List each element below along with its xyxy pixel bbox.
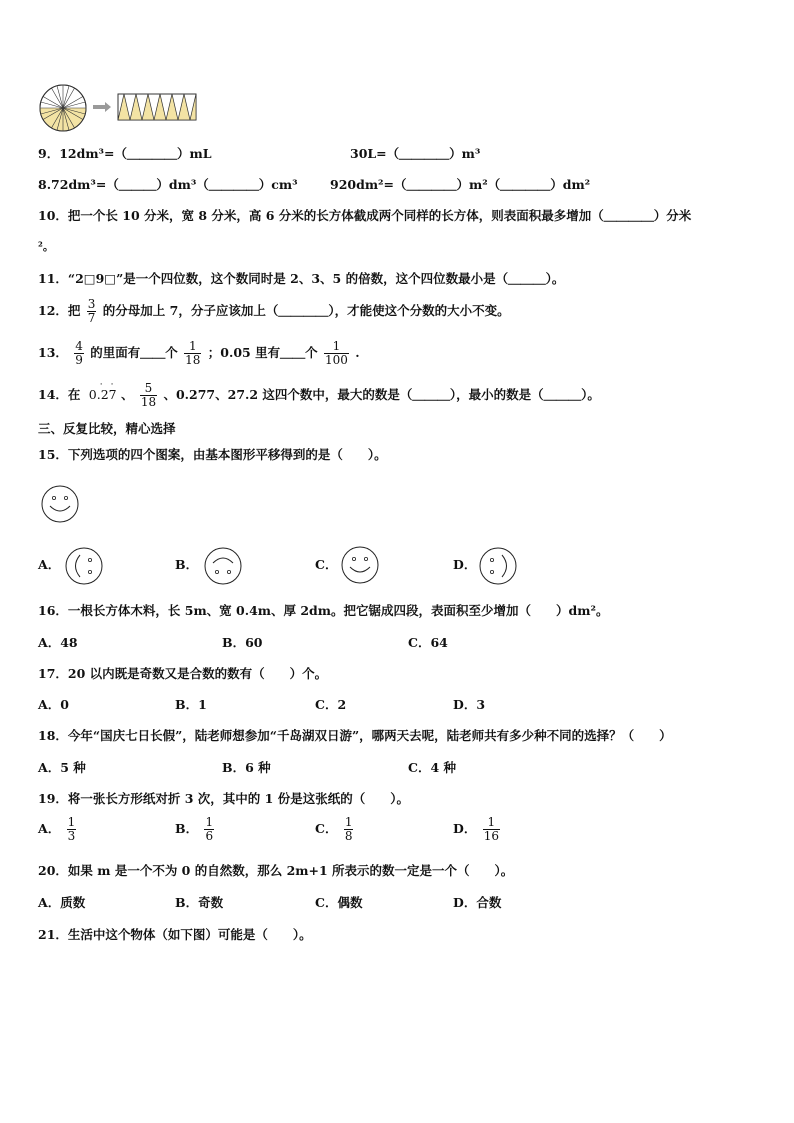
q19-option-c[interactable] [315,816,355,843]
q19-a-numerator: 1 [67,815,76,829]
q20-option-a[interactable]: A．质数 [38,895,86,910]
q12-denominator: 7 [87,311,96,325]
q19-option-c-fraction [344,816,354,843]
q15-option-c-figure[interactable] [340,545,380,585]
q13-f1-denominator: 9 [75,353,83,367]
q18-text: 18．今年“国庆七日长假”，陆老师想参加“千岛湖双日游”，哪两天去呢，陆老师共有多少种不同的选择？（ ） [38,728,672,743]
q19-option-a[interactable] [38,816,78,843]
q12-suffix: 的分母加上 7，分子应该加上（＿＿＿＿），才能使这个分数的大小不变。 [102,303,510,318]
q15-option-c-label[interactable]: C． [315,557,338,572]
q14-fraction [140,382,157,409]
q19-c-denominator: 8 [344,829,353,843]
q16-option-c[interactable]: C．64 [408,635,448,650]
q18-option-a[interactable]: A．5 种 [38,760,86,775]
q17-option-d[interactable]: D．3 [453,697,486,712]
q13-mid-2: ；0.05 里有＿＿个 [207,345,318,360]
q14-denominator: 18 [140,395,157,409]
q14-suffix: 、0.277、27.2 这四个数中，最大的数是（＿＿＿），最小的数是（＿＿＿）。 [163,387,600,402]
q13-fraction-1 [74,340,84,367]
q13-fraction-3 [324,340,349,367]
q13-line [38,340,360,367]
q15-option-d-label[interactable]: D． [453,557,477,572]
q15-option-b-label[interactable]: B． [175,557,199,572]
q15-option-a-label[interactable]: A． [38,557,61,572]
q10-continuation: ²。 [38,240,54,253]
q19-text: 19．将一张长方形纸对折 3 次，其中的 1 份是这张纸的（ ）。 [38,791,409,806]
q16-option-a[interactable]: A．48 [38,635,78,650]
q13-end: . [355,345,360,360]
q19-option-d-label: D． [453,821,477,836]
q14-separator: 、 [120,387,134,402]
q14-repeat-dots: ·· [99,380,122,390]
q13-f3-numerator: 1 [332,339,341,353]
q13-prefix: 13． [38,345,68,360]
q19-option-a-fraction [67,816,77,843]
q15-option-a-figure[interactable] [64,546,104,586]
circle-sectors-figure [38,84,202,132]
q20-option-d[interactable]: D．合数 [453,895,502,910]
q16-text: 16．一根长方体木料，长 5m、宽 0.4m、厚 2dm。把它锯成四段，表面积至少增加（ ）dm²。 [38,603,609,618]
q21-text: 21．生活中这个物体（如下图）可能是（ ）。 [38,927,312,942]
q16-option-b[interactable]: B．60 [222,635,263,650]
q19-option-a-label: A． [38,821,61,836]
q13-f3-denominator: 100 [324,353,348,367]
q17-option-b[interactable]: B．1 [175,697,207,712]
q15-text: 15．下列选项的四个图案，由基本图形平移得到的是（ ）。 [38,447,387,462]
q15-base-smiley-figure [40,484,80,524]
q14-line [38,382,600,409]
q19-option-b[interactable] [175,816,216,843]
q9-part-b: 30L=（＿＿＿＿）m³ [350,146,481,161]
q12-fraction [87,298,97,325]
q17-text: 17．20 以内既是奇数又是合数的数有（ ）个。 [38,666,328,681]
q14-repeating-decimal [88,380,122,404]
q19-option-c-label: C． [315,821,338,836]
q12-line [38,298,510,325]
q9-part-d: 920dm²=（＿＿＿＿）m²（＿＿＿＿）dm² [330,177,591,192]
q11-text: 11．“2□9□”是一个四位数，这个数同时是 2、3、5 的倍数，这个四位数最小是（＿＿＿）。 [38,271,565,286]
q13-fraction-2 [184,340,201,367]
q19-option-d-fraction [483,816,500,843]
q19-b-denominator: 6 [205,829,214,843]
q18-option-c[interactable]: C．4 种 [408,760,456,775]
q17-option-c[interactable]: C．2 [315,697,347,712]
q17-option-a[interactable]: A．0 [38,697,69,712]
q19-b-numerator: 1 [205,815,214,829]
q13-f1-numerator: 4 [75,339,83,353]
q19-a-denominator: 3 [67,829,76,843]
q14-repeating-value: 0.27 [88,387,117,402]
section-3-heading: 三、反复比较，精心选择 [38,421,176,436]
q19-d-numerator: 1 [487,815,496,829]
q14-prefix: 14．在 [38,387,81,402]
q9-part-c: 8.72dm³=（＿＿＿）dm³（＿＿＿＿）cm³ [38,177,298,192]
q20-option-c[interactable]: C．偶数 [315,895,363,910]
q14-numerator: 5 [144,381,153,395]
q9-part-a: 9．12dm³=（＿＿＿＿）mL [38,146,212,161]
q13-f2-denominator: 18 [185,353,201,367]
q19-option-b-label: B． [175,821,199,836]
q19-d-denominator: 16 [483,829,499,843]
q18-option-b[interactable]: B．6 种 [222,760,271,775]
q20-text: 20．如果 m 是一个不为 0 的自然数，那么 2m+1 所表示的数一定是一个（ ）。 [38,863,514,878]
q13-f2-numerator: 1 [188,339,197,353]
q19-c-numerator: 1 [344,815,353,829]
q19-option-d[interactable] [453,816,502,843]
q20-option-b[interactable]: B．奇数 [175,895,224,910]
q15-option-b-figure[interactable] [203,546,243,586]
q13-mid-1: 的里面有＿＿个 [90,345,178,360]
q12-prefix: 12．把 [38,303,81,318]
q19-option-b-fraction [204,816,214,843]
q10-text: 10．把一个长 10 分米，宽 8 分米，高 6 分米的长方体截成两个同样的长方体，则表面积最多增加（＿＿＿＿）分米 [38,208,692,223]
q15-option-d-figure[interactable] [478,546,518,586]
q12-numerator: 3 [87,297,96,311]
